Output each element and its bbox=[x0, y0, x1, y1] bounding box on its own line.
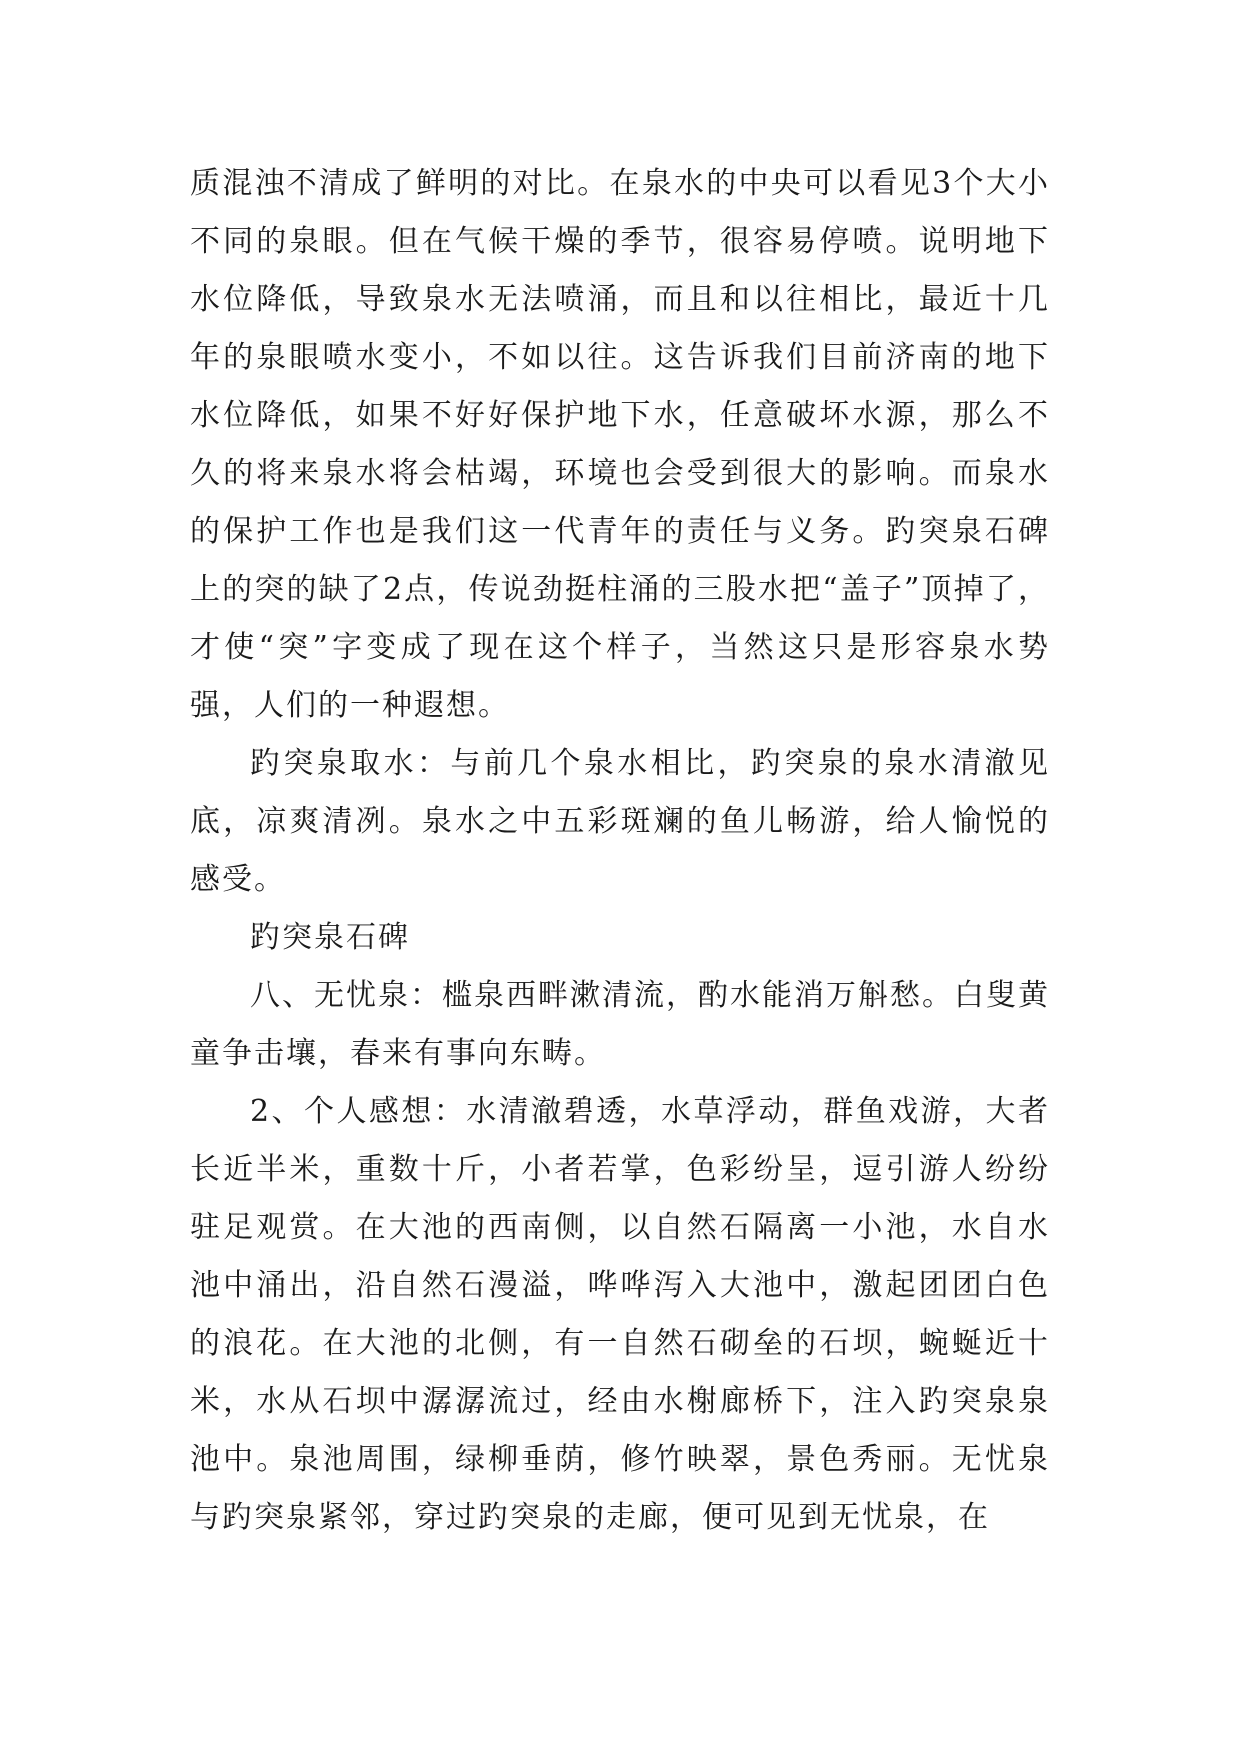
document-body bbox=[190, 155, 1050, 1547]
paragraph-baotu-water: 趵突泉取水：与前几个泉水相比，趵突泉的泉水清澈见底，凉爽清冽。泉水之中五彩斑斓的鱼儿畅游，给人愉悦的感受。 bbox=[190, 746, 1050, 897]
paragraph-personal-thoughts: 2、个人感想：水清澈碧透，水草浮动，群鱼戏游，大者长近半米，重数十斤，小者若掌，色彩纷呈，逗引游人纷纷驻足观赏。在大池的西南侧，以自然石隔离一小池，水自水池中涌出，沿自然石漫溢，哗哗泻入大池中，激起团团白色的浪花。在大池的北侧，有一自然石砌垒的石坝，蜿蜒近十米，水从石坝中潺潺流过，经由水榭廊桥下，注入趵突泉泉池中。泉池周围，绿柳垂荫，修竹映翠，景色秀丽。无忧泉与趵突泉紧邻，穿过趵突泉的走廊，便可见到无忧泉，在 bbox=[190, 1094, 1050, 1535]
paragraph-baotu-stele: 趵突泉石碑 bbox=[250, 920, 410, 955]
paragraph-wuyou-spring: 八、无忧泉：槛泉西畔漱清流，酌水能消万斛愁。白叟黄童争击壤，春来有事向东畴。 bbox=[190, 978, 1050, 1071]
paragraph-spring-description: 质混浊不清成了鲜明的对比。在泉水的中央可以看见3个大小不同的泉眼。但在气候干燥的季节，很容易停喷。说明地下水位降低，导致泉水无法喷涌，而且和以往相比，最近十几年的泉眼喷水变小，不如以往。这告诉我们目前济南的地下水位降低，如果不好好保护地下水，任意破坏水源，那么不久的将来泉水将会枯竭，环境也会受到很大的影响。而泉水的保护工作也是我们这一代青年的责任与义务。趵突泉石碑上的突的缺了2点，传说劲挺柱涌的三股水把“盖子”顶掉了，才使“突”字变成了现在这个样子，当然这只是形容泉水势强，人们的一种遐想。 bbox=[190, 166, 1050, 723]
